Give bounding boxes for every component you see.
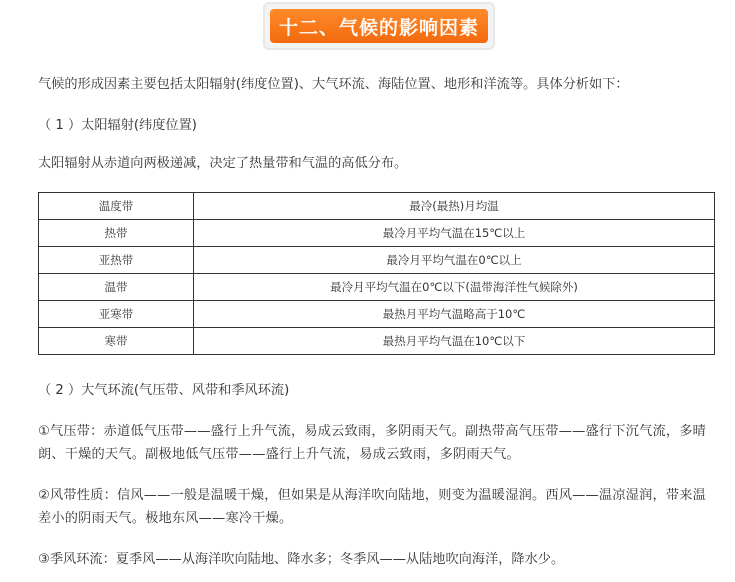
temperature-zone-table [38, 192, 715, 355]
table-cell: 最冷月平均气温在0℃以上 [194, 247, 715, 274]
table-cell: 最冷月平均气温在0℃以下(温带海洋性气候除外) [194, 274, 715, 301]
table-cell: 亚热带 [39, 247, 194, 274]
pressure-belt-paragraph: ①气压带：赤道低气压带——盛行上升气流，易成云致雨，多阴雨天气。副热带高气压带——盛行下沉气流，多晴朗、干燥的天气。副极地低气压带——盛行上升气流，易成云致雨，多阴雨天气。 [38, 424, 707, 462]
table-cell: 热带 [39, 220, 194, 247]
table-cell: 最热月平均气温在10℃以下 [194, 328, 715, 355]
table-cell: 温带 [39, 274, 194, 301]
table-row [39, 247, 715, 274]
intro-paragraph: 气候的形成因素主要包括太阳辐射(纬度位置)、大气环流、海陆位置、地形和洋流等。具体分析如下： [38, 77, 629, 92]
section1-text: 太阳辐射从赤道向两极递减，决定了热量带和气温的高低分布。 [38, 156, 408, 171]
table-row [39, 328, 715, 355]
table-header-cell: 温度带 [39, 193, 194, 220]
section1-heading: （ 1 ）太阳辐射(纬度位置) [38, 118, 197, 133]
table-row [39, 274, 715, 301]
table-row [39, 220, 715, 247]
page-title: 十二、气候的影响因素 [270, 9, 488, 43]
table-header-cell: 最冷(最热)月均温 [194, 193, 715, 220]
section2-heading: （ 2 ）大气环流(气压带、风带和季风环流) [38, 383, 290, 398]
table-cell: 寒带 [39, 328, 194, 355]
table-row [39, 301, 715, 328]
title-banner [263, 2, 495, 50]
table-header-row [39, 193, 715, 220]
wind-belt-paragraph: ②风带性质：信风——一般是温暖干燥，但如果是从海洋吹向陆地，则变为温暖湿润。西风——温凉湿润，带来温差小的阴雨天气。极地东风——寒冷干燥。 [38, 488, 707, 526]
table-cell: 亚寒带 [39, 301, 194, 328]
table-cell: 最热月平均气温略高于10℃ [194, 301, 715, 328]
table-cell: 最冷月平均气温在15℃以上 [194, 220, 715, 247]
monsoon-paragraph: ③季风环流：夏季风——从海洋吹向陆地、降水多；冬季风——从陆地吹向海洋，降水少。 [38, 552, 565, 567]
